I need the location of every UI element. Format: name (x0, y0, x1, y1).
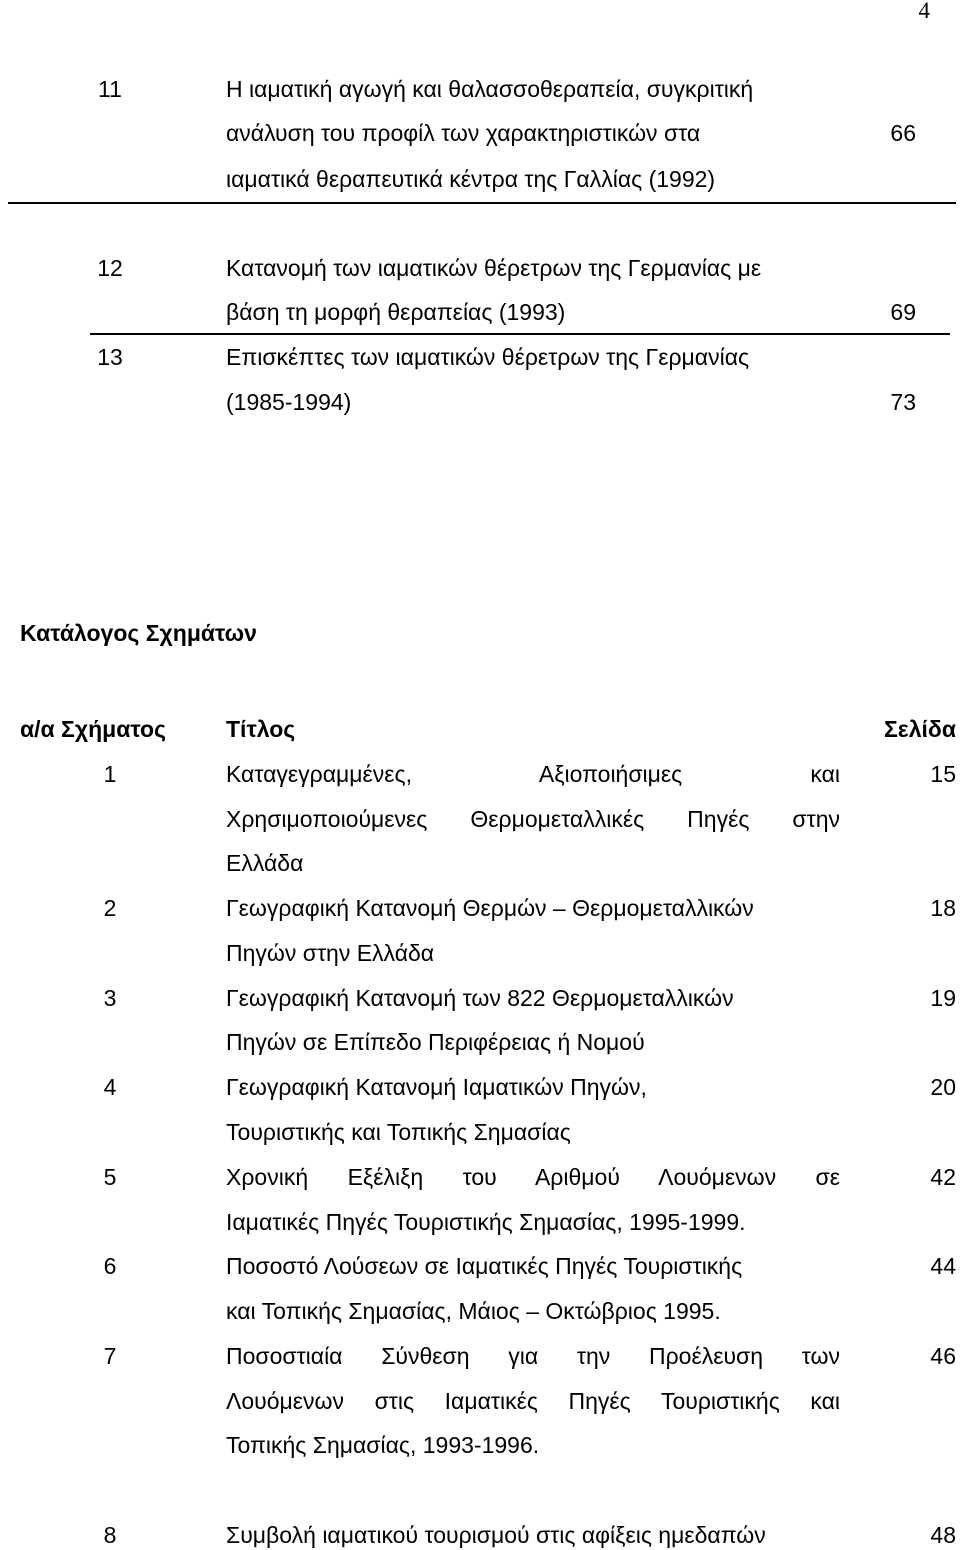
table-entry-title-line: Κατανομή των ιαματικών θέρετρων της Γερμανίας με (226, 255, 762, 281)
figure-entry-title-line: Τοπικής Σημασίας, 1993-1996. (226, 1432, 540, 1458)
figure-entry-title-line: Συμβολή ιαματικού τουρισμού στις αφίξεις ημεδαπών (226, 1522, 766, 1548)
figure-entry-page: 18 (930, 895, 956, 921)
table-entry-number: 12 (97, 255, 123, 281)
figure-entry-page: 20 (930, 1074, 956, 1100)
figure-entry-page: 46 (930, 1343, 956, 1369)
figure-entry-title-line: Ιαματικές Πηγές Τουριστικής Σημασίας, 1995-1999. (226, 1209, 746, 1235)
figure-entry-title-line: Πηγών σε Επίπεδο Περιφέρειας ή Νομού (226, 1029, 645, 1055)
table-entry-page: 69 (890, 299, 916, 325)
column-header-number: α/α Σχήματος (20, 716, 166, 742)
table-entry-number: 11 (98, 76, 122, 102)
table-entry-title-line: Επισκέπτες των ιαματικών θέρετρων της Γερμανίας (226, 344, 750, 370)
figure-entry-title-line: Καταγεγραμμένες, Αξιοποιήσιμες και (226, 761, 840, 787)
column-header-title: Τίτλος (226, 716, 296, 742)
table-divider (8, 202, 956, 204)
table-entry-number: 13 (97, 344, 123, 370)
page-number: 4 (918, 0, 930, 23)
figure-entry-title-line: Τουριστικής και Τοπικής Σημασίας (226, 1119, 571, 1145)
figure-entry-page: 42 (930, 1164, 956, 1190)
figure-entry-title-line: Ποσοστό Λούσεων σε Ιαματικές Πηγές Τουριστικής (226, 1253, 743, 1279)
figure-entry-page: 44 (930, 1253, 956, 1279)
figure-entry-title-line: Ποσοστιαία Σύνθεση για την Προέλευση των (226, 1343, 840, 1369)
figure-entry-title-line: Γεωγραφική Κατανομή Ιαματικών Πηγών, (226, 1074, 647, 1100)
figure-entry-number: 6 (103, 1253, 117, 1279)
figure-entry-title-line: Γεωγραφική Κατανομή των 822 Θερμομεταλλικών (226, 985, 734, 1011)
section-heading: Κατάλογος Σχημάτων (20, 620, 257, 646)
figure-entry-number: 1 (103, 761, 117, 787)
table-divider (90, 333, 950, 335)
figure-entry-number: 3 (103, 985, 117, 1011)
figure-entry-number: 7 (103, 1343, 117, 1369)
figure-entry-page: 48 (930, 1522, 956, 1548)
figure-entry-title-line: Χρησιμοποιούμενες Θερμομεταλλικές Πηγές στην (226, 806, 840, 832)
figure-entry-number: 2 (103, 895, 117, 921)
figure-entry-title-line: και Τοπικής Σημασίας, Μάιος – Οκτώβριος 1995. (226, 1298, 721, 1324)
table-entry-title-line: βάση τη μορφή θεραπείας (1993) (226, 299, 566, 325)
table-entry-title-line: Η ιαματική αγωγή και θαλασσοθεραπεία, συγκριτική (226, 76, 754, 102)
figure-entry-title-line: Γεωγραφική Κατανομή Θερμών – Θερμομεταλλικών (226, 895, 754, 921)
table-entry-title-line: ιαματικά θεραπευτικά κέντρα της Γαλλίας (1992) (226, 166, 716, 192)
column-header-page: Σελίδα (884, 716, 956, 742)
table-entry-title-line: ανάλυση του προφίλ των χαρακτηριστικών στα (226, 120, 701, 146)
figure-entry-page: 19 (930, 985, 956, 1011)
figure-entry-number: 4 (103, 1074, 117, 1100)
figure-entry-title-line: Λουόμενων στις Ιαματικές Πηγές Τουριστικής και (226, 1388, 840, 1414)
figure-entry-number: 8 (103, 1522, 117, 1548)
table-entry-page: 73 (890, 389, 916, 415)
figure-entry-title-line: Χρονική Εξέλιξη του Αριθμού Λουόμενων σε (226, 1164, 840, 1190)
table-entry-page: 66 (890, 120, 916, 146)
figure-entry-title-line: Πηγών στην Ελλάδα (226, 940, 435, 966)
figure-entry-number: 5 (103, 1164, 117, 1190)
figure-entry-page: 15 (930, 761, 956, 787)
figure-entry-title-line: Ελλάδα (226, 850, 304, 876)
table-entry-title-line: (1985-1994) (226, 389, 352, 415)
